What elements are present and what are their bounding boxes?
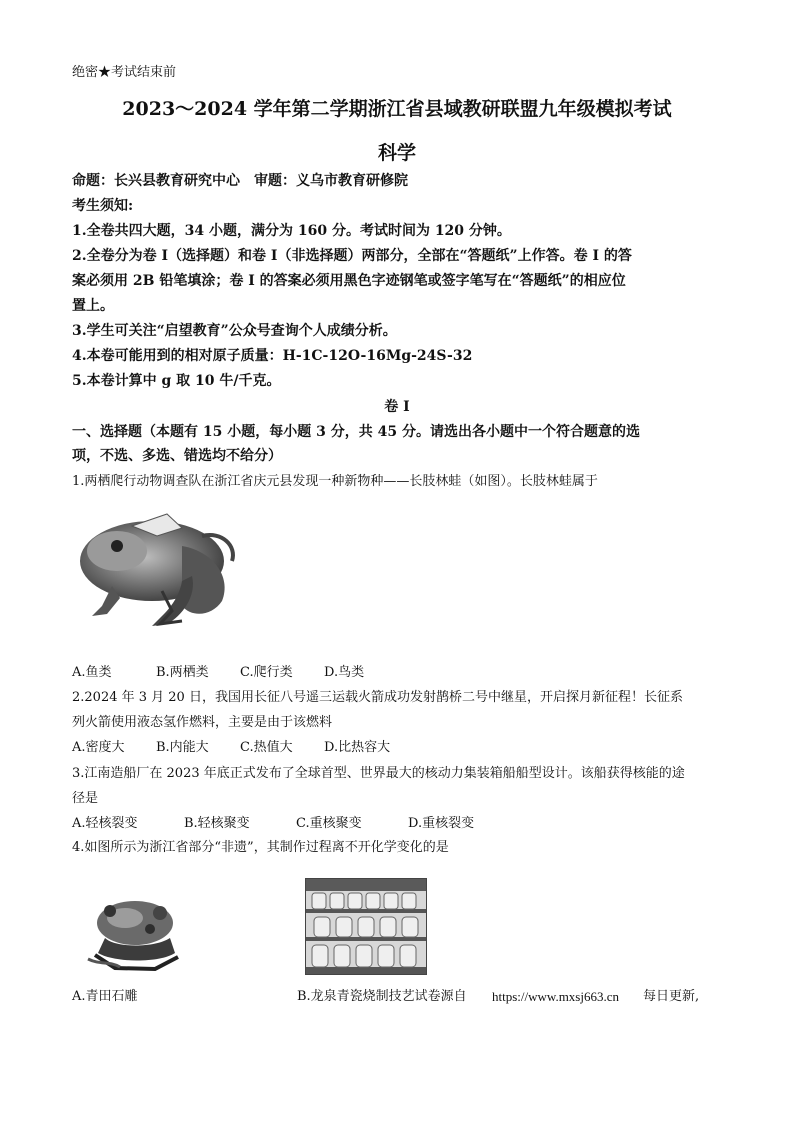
question-2-text: 2.2024 年 3 月 20 日，我国用长征八号遥三运载火箭成功发射鹊桥二号中继星，开启探月新征程！长征系 <box>72 690 683 705</box>
q4-option-b: B.龙泉青瓷烧制技艺试卷源自 <box>297 989 467 1004</box>
subject-title: 科学 <box>377 142 417 164</box>
section-label: 卷 I <box>384 399 410 415</box>
question-2-text: 列火箭使用液态氢作燃料，主要是由于该燃料 <box>72 715 333 730</box>
question-1-text: 1.两栖爬行动物调查队在浙江省庆元县发现一种新物种——长肢林蛙（如图）。长肢林蛙属于 <box>72 474 598 489</box>
q2-option-b: B.内能大 <box>156 740 209 755</box>
question-3-text: 径是 <box>72 791 99 806</box>
section-heading: 项，不选、多选、错选均不给分） <box>72 448 282 464</box>
q3-option-a: A.轻核裂变 <box>72 816 138 831</box>
notice-item: 1.全卷共四大题，34 小题，满分为 160 分。考试时间为 120 分钟。 <box>72 223 511 239</box>
q2-option-a: A.密度大 <box>72 740 125 755</box>
q1-option-a: A.鱼类 <box>72 665 112 680</box>
authors-line: 命题：长兴县教育研究中心 审题：义乌市教育研修院 <box>72 173 408 189</box>
notice-item: 置上。 <box>72 298 114 314</box>
q1-option-b: B.两栖类 <box>156 665 209 680</box>
q2-option-c: C.热值大 <box>240 740 293 755</box>
q2-option-d: D.比热容大 <box>324 740 391 755</box>
q3-option-b: B.轻核聚变 <box>184 816 250 831</box>
notice-item: 4.本卷可能用到的相对原子质量：H-1C-12O-16Mg-24S-32 <box>72 348 473 364</box>
q4-option-a: A.青田石雕 <box>72 989 138 1004</box>
source-url[interactable]: https://www.mxsj663.cn <box>492 989 619 1004</box>
notice-item: 3.学生可关注“启望教育”公众号查询个人成绩分析。 <box>72 323 397 339</box>
stone-carving-photo <box>80 893 190 973</box>
notice-item: 案必须用 2B 铅笔填涂；卷 I 的答案必须用黑色字迹钢笔或签字笔写在“答题纸”的相应位 <box>72 273 626 289</box>
update-note: 每日更新, <box>643 989 700 1004</box>
q3-option-d: D.重核裂变 <box>408 816 475 831</box>
q3-option-c: C.重核聚变 <box>296 816 362 831</box>
question-3-text: 3.江南造船厂在 2023 年底正式发布了全球首型、世界最大的核动力集装箱船船型设计。该船获得核能的途 <box>72 766 685 781</box>
frog-photo <box>72 506 242 631</box>
q1-option-d: D.鸟类 <box>324 665 365 680</box>
notice-item: 2.全卷分为卷 I（选择题）和卷 I（非选择题）两部分，全部在“答题纸”上作答。卷 I 的答 <box>72 248 632 264</box>
celadon-kiln-photo <box>305 878 427 975</box>
question-4-text: 4.如图所示为浙江省部分“非遗”，其制作过程离不开化学变化的是 <box>72 840 449 855</box>
exam-title: 2023～2024 学年第二学期浙江省县域教研联盟九年级模拟考试 <box>122 98 672 120</box>
notice-heading: 考生须知: <box>72 198 134 214</box>
q1-option-c: C.爬行类 <box>240 665 293 680</box>
section-heading: 一、选择题（本题有 15 小题，每小题 3 分，共 45 分。请选出各小题中一个符合题意的选 <box>72 424 640 440</box>
notice-item: 5.本卷计算中 g 取 10 牛/千克。 <box>72 373 281 389</box>
secret-mark: 绝密★考试结束前 <box>72 65 177 80</box>
